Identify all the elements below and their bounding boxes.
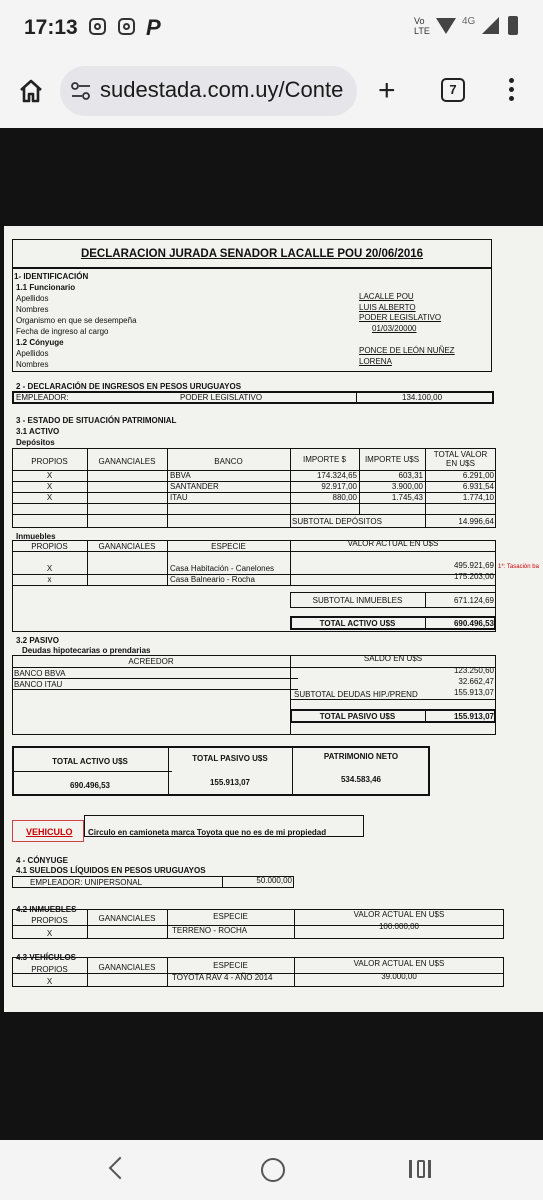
- section-sueldos: 4.1 SUELDOS LÍQUIDOS EN PESOS URUGUAYOS: [16, 866, 206, 875]
- inm-row-especie: Casa Balneario - Rocha: [170, 575, 255, 584]
- label-depositos: Depósitos: [16, 438, 55, 447]
- dep-header-importe-pesos: IMPORTE $: [303, 455, 346, 464]
- app-p-icon: P: [146, 15, 161, 40]
- section-inmuebles-conyuge: 4.2 INMUEBLES: [16, 905, 77, 914]
- label-organismo: Organismo en que se desempeña: [16, 316, 137, 325]
- value-apellidos-conyuge: PONCE DE LEÓN NUÑEZ: [359, 346, 455, 355]
- document-title: DECLARACION JURADA SENADOR LACALLE POU 20/06/2016: [80, 248, 424, 260]
- total-activo-label: TOTAL ACTIVO U$S: [319, 619, 396, 628]
- empleador-conyuge-value: 50.000,00: [256, 876, 292, 885]
- inm-row-propio: X: [46, 564, 53, 573]
- document-title-box: [12, 239, 492, 268]
- subtotal-deudas-value: 155.913,07: [453, 688, 494, 697]
- dep-row-banco: ITAU: [170, 493, 188, 502]
- section-funcionario: 1.1 Funcionario: [16, 283, 76, 292]
- section-activo: 3.1 ACTIVO: [16, 427, 60, 436]
- dep-header-total-usd: EN U$S: [446, 459, 475, 468]
- label-nombres-conyuge: Nombres: [16, 360, 49, 369]
- dep-row-propio: X: [46, 482, 53, 491]
- value-nombres-conyuge: LORENA: [359, 357, 392, 366]
- value-fecha: 01/03/20000: [372, 324, 417, 333]
- inm-row-especie: Casa Habitación - Canelones: [170, 564, 275, 573]
- pas-row-saldo: 32.662,47: [458, 677, 494, 686]
- dep-row-total: 6.931,54: [462, 482, 494, 491]
- browser-toolbar: [0, 56, 543, 128]
- dep-row-total: 6.291,00: [462, 471, 494, 480]
- value-nombres: LUIS ALBERTO: [359, 303, 416, 312]
- subtotal-depositos-value: 14.996,64: [458, 517, 494, 526]
- signal-icon: [482, 17, 499, 34]
- dep-row-banco: SANTANDER: [170, 482, 219, 491]
- section-pasivo: 3.2 PASIVO: [16, 636, 59, 645]
- c-veh-row-propio: X: [46, 977, 53, 986]
- vehiculo-note: Circulo en camioneta marca Toyota que no es de mi propiedad: [88, 828, 327, 837]
- dep-header-propios: PROPIOS: [31, 457, 68, 466]
- subtotal-inmuebles-label: SUBTOTAL INMUEBLES: [312, 596, 403, 605]
- pas-header-saldo: SALDO EN U$S: [363, 654, 423, 663]
- c-veh-header-propios: PROPIOS: [31, 965, 68, 974]
- status-bar: [0, 0, 543, 56]
- dep-row-pesos: 880,00: [332, 493, 357, 502]
- section-patrimonial: 3 - ESTADO DE SITUACIÓN PATRIMONIAL: [16, 416, 177, 425]
- pas-row-acreedor: BANCO ITAU: [14, 680, 63, 689]
- label-nombres: Nombres: [16, 305, 49, 314]
- address-bar[interactable]: [60, 66, 357, 116]
- c-veh-row-especie: TOYOTA RAV 4 - AÑO 2014: [172, 973, 273, 982]
- dep-row-banco: BBVA: [170, 471, 191, 480]
- inm-row-valor: 495.921,69: [453, 561, 494, 570]
- dep-header-total: TOTAL VALOR: [433, 450, 488, 459]
- section-vehiculos-conyuge: 4.3 VEHÍCULOS: [16, 953, 77, 962]
- back-icon[interactable]: [109, 1157, 132, 1180]
- volte-indicator: Vo LTE: [414, 16, 430, 36]
- section-ingresos: 2 - DECLARACIÓN DE INGRESOS EN PESOS URUGUAYOS: [16, 382, 242, 391]
- inm-row-propio: x: [47, 575, 52, 584]
- inm-header-gananciales: GANANCIALES: [98, 542, 156, 551]
- value-organismo: PODER LEGISLATIVO: [359, 313, 442, 322]
- c-inm-header-especie: ESPECIE: [213, 912, 248, 921]
- label-apellidos-conyuge: Apellidos: [16, 349, 49, 358]
- dep-row-usd: 603,31: [398, 471, 423, 480]
- inm-row-valor: 175.203,00: [453, 572, 494, 581]
- c-inm-row-valor: 100.000,00: [378, 922, 420, 931]
- value-apellidos: LACALLE POU: [359, 292, 414, 301]
- subtotal-depositos-label: SUBTOTAL DEPÓSITOS: [292, 517, 382, 526]
- instagram-icon: [118, 18, 135, 35]
- inm-header-propios: PROPIOS: [31, 542, 68, 551]
- pas-row-acreedor: BANCO BBVA: [14, 669, 66, 678]
- network-type: 4G: [462, 16, 476, 27]
- home-icon[interactable]: [18, 78, 44, 104]
- c-veh-row-valor: 39.000,00: [381, 972, 417, 981]
- label-fecha: Fecha de ingreso al cargo: [16, 327, 109, 336]
- subtotal-deudas-label: SUBTOTAL DEUDAS HIP./PREND: [294, 690, 418, 699]
- c-inm-header-valor: VALOR ACTUAL EN U$S: [353, 910, 445, 919]
- dep-header-banco: BANCO: [214, 457, 243, 466]
- summary-total-pasivo-value: 155.913,07: [209, 778, 251, 787]
- dep-header-importe-usd: IMPORTE U$S: [364, 455, 420, 464]
- c-inm-row-especie: TERRENO - ROCHA: [172, 926, 248, 935]
- value-ingreso: 134.100,00: [402, 393, 443, 402]
- dep-row-propio: X: [46, 471, 53, 480]
- c-inm-row-propio: X: [46, 929, 53, 938]
- status-time: 17:13: [24, 16, 78, 39]
- more-menu-icon[interactable]: [505, 78, 517, 106]
- section-conyuge: 1.2 Cónyuge: [16, 338, 64, 347]
- pas-header-acreedor: ACREEDOR: [128, 657, 174, 666]
- summary-total-pasivo-label: TOTAL PASIVO U$S: [192, 754, 268, 763]
- label-apellidos: Apellidos: [16, 294, 49, 303]
- c-inm-header-propios: PROPIOS: [31, 916, 68, 925]
- battery-icon: [508, 16, 518, 35]
- pas-row-saldo: 123.250,60: [453, 666, 494, 675]
- dep-row-usd: 1.745,43: [391, 493, 423, 502]
- tab-switcher-button[interactable]: 7: [441, 78, 465, 102]
- value-empleador: PODER LEGISLATIVO: [180, 393, 263, 402]
- home-circle-icon[interactable]: [261, 1158, 285, 1182]
- vehiculo-label: VEHICULO: [26, 827, 73, 837]
- summary-total-activo-value: 690.496,53: [69, 781, 111, 790]
- total-activo-value: 690.496,53: [453, 619, 494, 628]
- url-text[interactable]: sudestada.com.uy/Conte: [100, 77, 344, 102]
- c-veh-header-gananciales: GANANCIALES: [98, 963, 156, 972]
- label-inmuebles: Inmuebles: [16, 532, 56, 541]
- total-pasivo-value: 155.913,07: [453, 712, 494, 721]
- tasacion-note: 1*: Tasación ba: [498, 564, 539, 570]
- total-pasivo-label: TOTAL PASIVO U$S: [319, 712, 396, 721]
- section-identificacion: 1- IDENTIFICACIÓN: [14, 272, 89, 281]
- summary-patrimonio-value: 534.583,46: [340, 775, 382, 784]
- new-tab-icon[interactable]: +: [378, 74, 396, 107]
- recents-icon[interactable]: [409, 1160, 431, 1178]
- dep-row-propio: X: [46, 493, 53, 502]
- section-conyuge-4: 4 - CÓNYUGE: [16, 856, 69, 865]
- empleador-conyuge-label: EMPLEADOR: UNIPERSONAL: [30, 878, 143, 887]
- summary-total-activo-label: TOTAL ACTIVO U$S: [52, 757, 128, 766]
- dep-row-pesos: 174.324,65: [316, 471, 357, 480]
- instagram-icon: [89, 18, 106, 35]
- subtotal-inmuebles-value: 671.124,69: [453, 596, 494, 605]
- dep-row-usd: 3.900,00: [391, 482, 423, 491]
- inm-header-especie: ESPECIE: [211, 542, 246, 551]
- c-inm-header-gananciales: GANANCIALES: [98, 914, 156, 923]
- label-deudas: Deudas hipotecarias o prendarias: [22, 646, 151, 655]
- site-settings-icon[interactable]: [70, 81, 92, 101]
- dep-header-gananciales: GANANCIALES: [98, 457, 156, 466]
- declaration-document: [4, 226, 543, 1012]
- system-nav-bar: [0, 1140, 543, 1200]
- c-veh-header-valor: VALOR ACTUAL EN U$S: [353, 959, 445, 968]
- label-empleador: EMPLEADOR:: [16, 393, 69, 402]
- dep-row-pesos: 92.917,00: [321, 482, 357, 491]
- dep-row-total: 1.774,10: [462, 493, 494, 502]
- wifi-icon: [436, 18, 456, 34]
- inm-header-valor: VALOR ACTUAL EN U$S: [347, 539, 439, 548]
- summary-patrimonio-label: PATRIMONIO NETO: [323, 752, 399, 761]
- c-veh-header-especie: ESPECIE: [213, 961, 248, 970]
